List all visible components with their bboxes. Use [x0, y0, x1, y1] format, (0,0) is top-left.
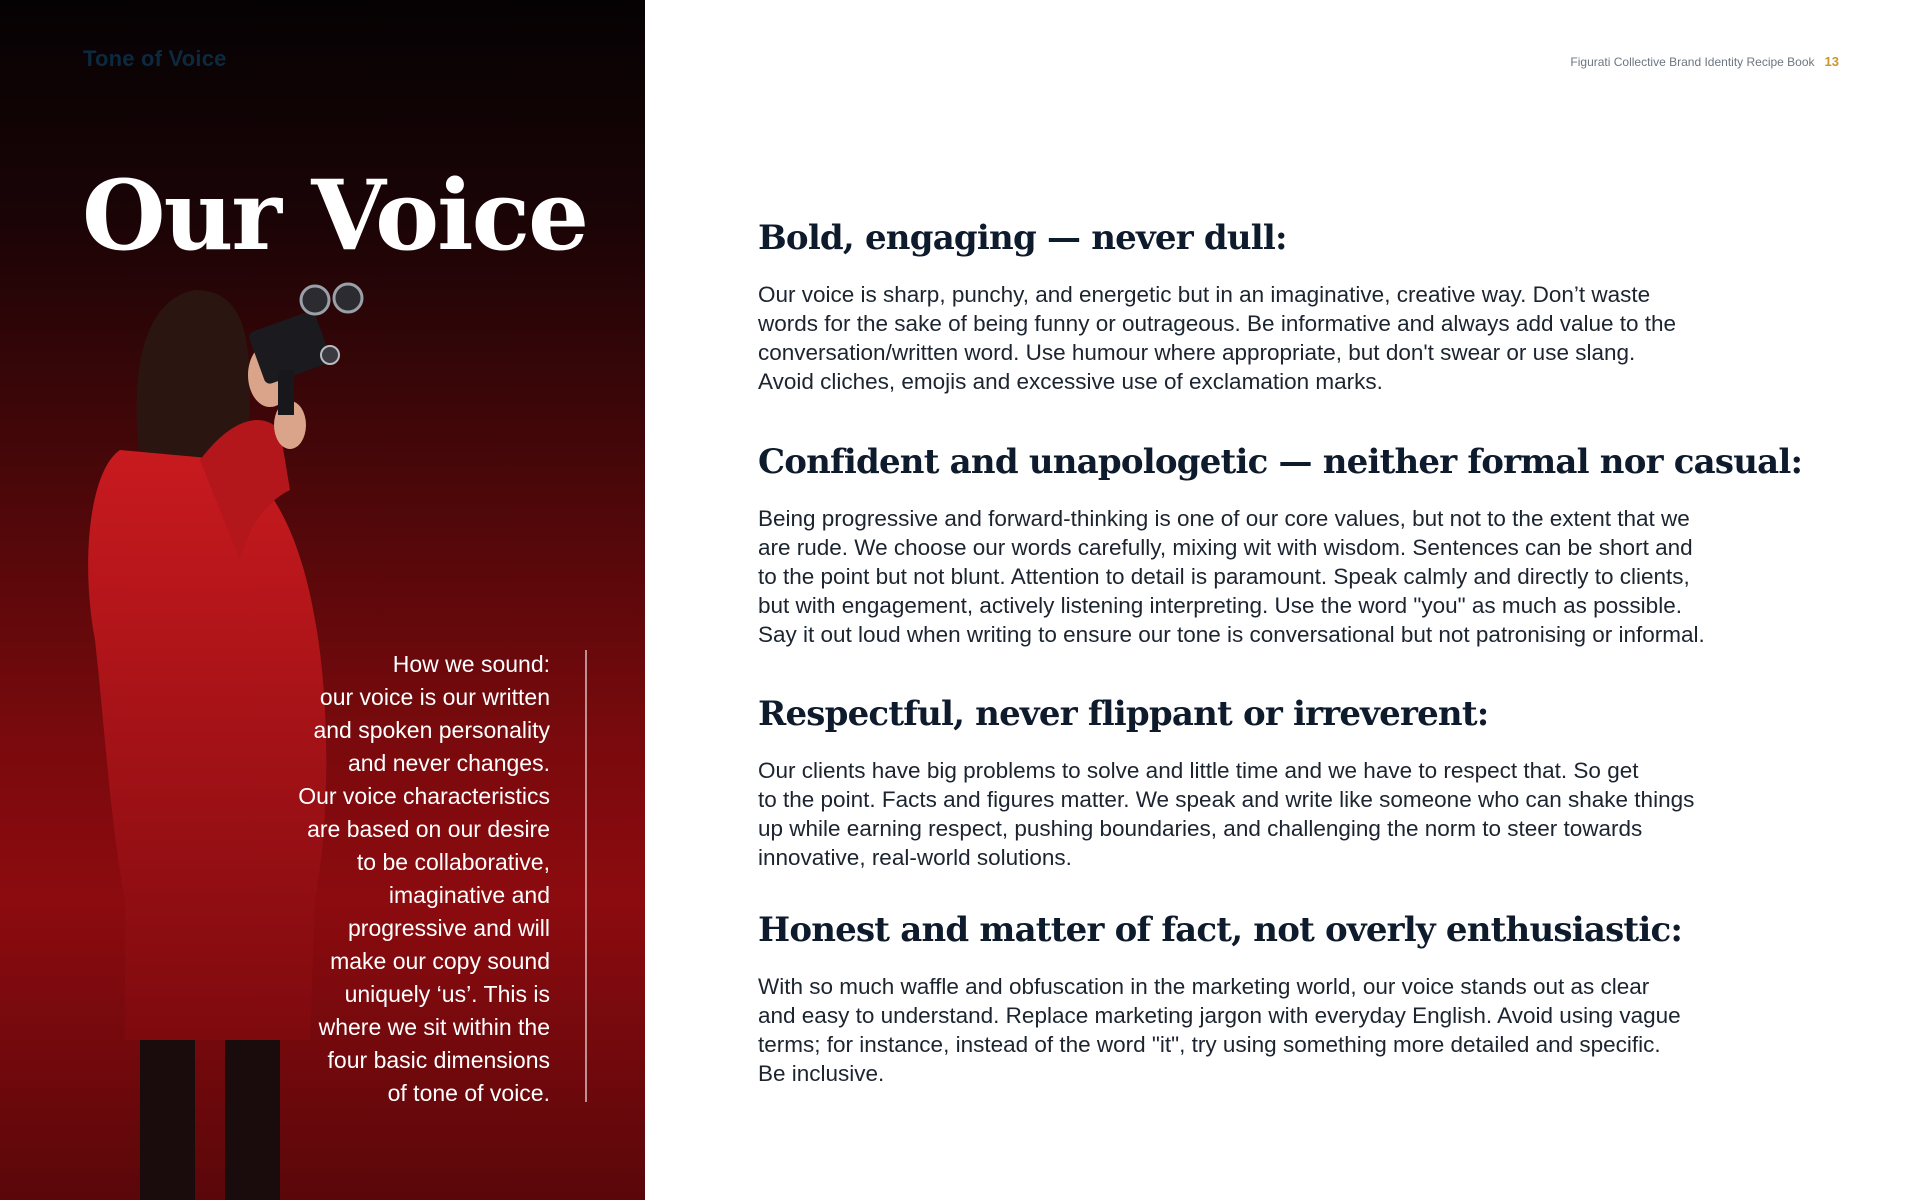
section-body: Being progressive and forward-thinking is one of our core values, but not to the extent that we are rude. We choose our words carefully, mixing wit with wisdom. Sentences can be short and to the point but not blunt. Attention to detail is paramount. Speak calmly and directly to clients, but with engagement, actively listening interpreting. Use the word "you" as much as possible. Say it out loud when writing to ensure our tone is conversational but not patronising or informal. [758, 506, 1705, 647]
intro-text: How we sound: our voice is our written and spoken personality and never changes. Our voice characteristics are based on our desire to be collaborative, imaginative and progressive and will make our copy sound uniquely ‘us’. This is where we sit within the four basic dimensions of tone of voice. [298, 651, 550, 1106]
vertical-divider [585, 650, 587, 1102]
section-body: With so much waffle and obfuscation in the marketing world, our voice stands out as clear and easy to understand. Replace marketing jargon with everyday English. Avoid using vague terms; for instance, instead of the word "it", try using something more detailed and specific. Be inclusive. [758, 974, 1681, 1086]
hero-panel [0, 0, 645, 1200]
section-confident [758, 442, 1848, 649]
page-number: 13 [1824, 54, 1839, 69]
section-honest [758, 910, 1848, 1088]
section-heading: Bold, engaging — never dull: [758, 218, 1287, 258]
section-bold-engaging [758, 218, 1848, 396]
section-respectful [758, 694, 1848, 872]
section-body: Our voice is sharp, punchy, and energetic but in an imaginative, creative way. Don’t waste words for the sake of being funny or outrageous. Be informative and always add value to the conversation/written word. Use humour where appropriate, but don't swear or use slang. Avoid cliches, emojis and excessive use of exclamation marks. [758, 282, 1677, 394]
document-header [1570, 54, 1839, 69]
section-body: Our clients have big problems to solve and little time and we have to respect that. So get to the point. Facts and figures matter. We speak and write like someone who can shake things up while earning respect, pushing boundaries, and challenging the norm to steer towards innovative, real-world solutions. [758, 758, 1695, 870]
page-title: Our Voice [82, 159, 588, 272]
section-tag: Tone of Voice [83, 46, 227, 71]
document-title: Figurati Collective Brand Identity Recipe Book [1570, 55, 1815, 69]
section-heading: Respectful, never flippant or irreverent: [758, 694, 1489, 734]
section-heading: Confident and unapologetic — neither formal nor casual: [758, 442, 1803, 482]
section-heading: Honest and matter of fact, not overly enthusiastic: [758, 910, 1683, 950]
